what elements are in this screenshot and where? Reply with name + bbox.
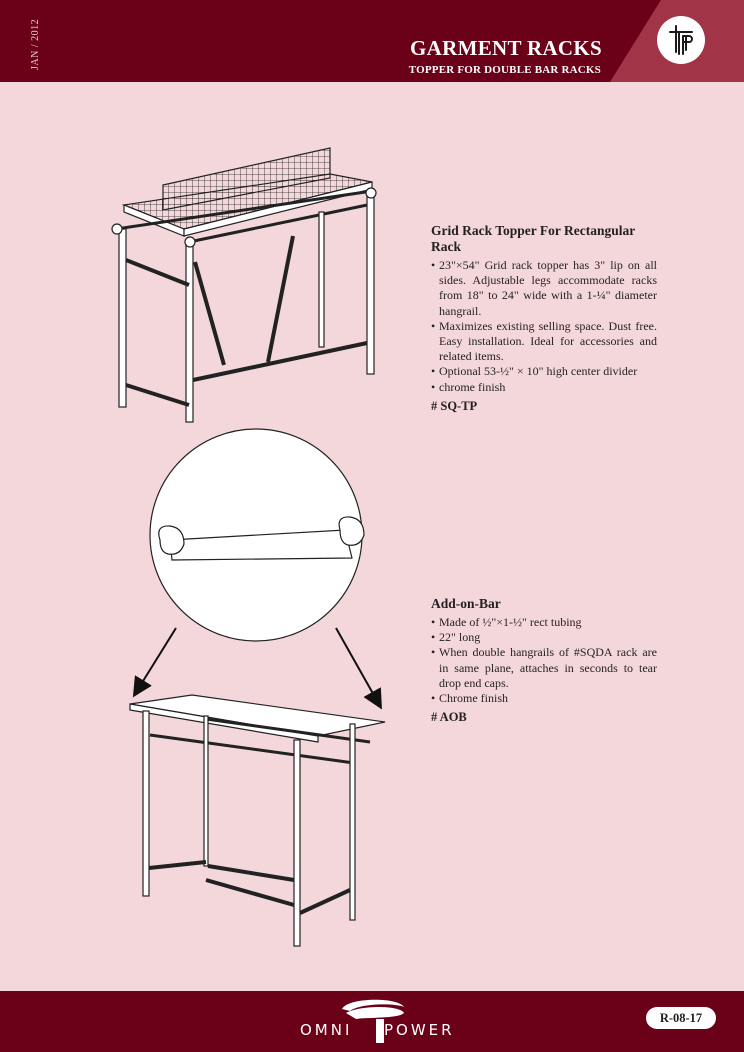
page-subtitle: TOPPER FOR DOUBLE BAR RACKS	[408, 64, 601, 76]
list-item: • 22" long	[431, 630, 657, 645]
issue-date: JAN / 2012	[30, 18, 41, 70]
list-item: • Maximizes existing selling space. Dust free. Easy installation. Ideal for accessories and related items.	[431, 319, 657, 365]
brand-left-word: OMNI	[300, 1021, 353, 1039]
product-bullets	[431, 258, 657, 395]
product-bullets	[431, 615, 657, 706]
list-item: • Optional 53-½" × 10" high center divider	[431, 364, 657, 379]
product-title: Grid Rack Topper For Rectangular Rack	[431, 223, 636, 254]
page-number: R-08-17	[646, 1007, 716, 1029]
list-item: • 23"×54" Grid rack topper has 3" lip on all sides. Adjustable legs accommodate racks from 18" to 24" wide with a 1-¼" diameter hangrail.	[431, 258, 657, 319]
add-on-bar-detail	[150, 429, 364, 641]
list-item: • Made of ½"×1-½" rect tubing	[431, 615, 657, 630]
detail-arrow-right	[336, 628, 380, 706]
product-grid-rack-topper	[431, 223, 657, 414]
product-title: Add-on-Bar	[431, 596, 501, 611]
product-code: # SQ-TP	[431, 398, 478, 413]
list-item: • Chrome finish	[431, 691, 657, 706]
list-item: • When double hangrails of #SQDA rack are in same plane, attaches in seconds to tear drop end caps.	[431, 645, 657, 691]
add-on-bar-rack-illustration	[130, 695, 385, 946]
brand-right-word: POWER	[384, 1021, 455, 1039]
product-code: # AOB	[431, 710, 467, 725]
detail-arrow-left	[135, 628, 176, 694]
list-item: • chrome finish	[431, 380, 657, 395]
page-title: GARMENT RACKS	[410, 36, 602, 60]
product-add-on-bar	[431, 596, 657, 725]
grid-rack-topper-illustration	[112, 148, 376, 422]
